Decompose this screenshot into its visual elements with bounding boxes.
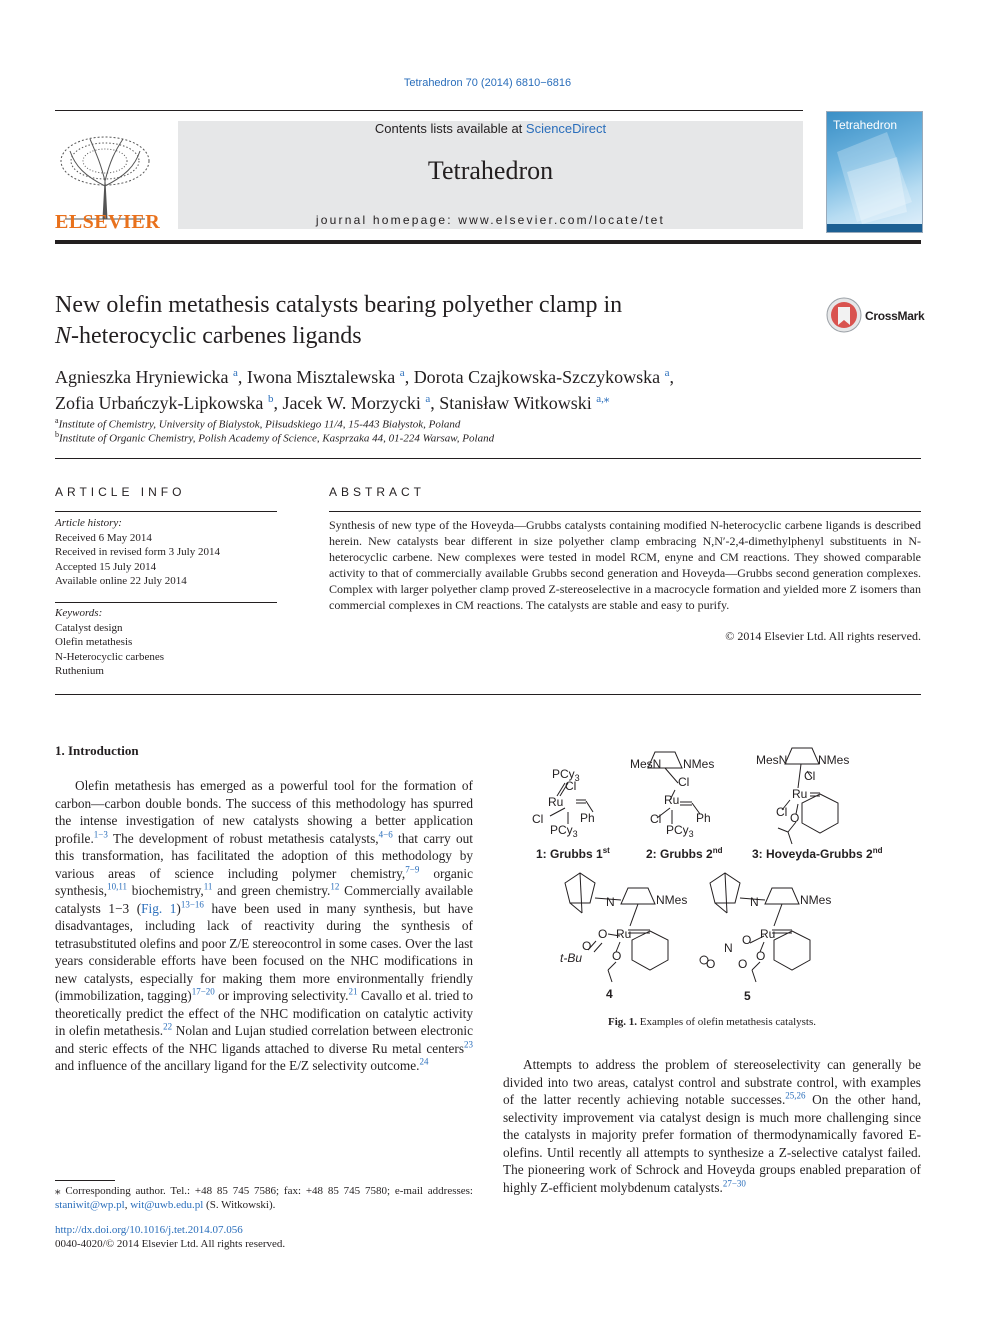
author: Dorota Czajkowska-Szczykowska $^a$, [413,367,675,387]
keyword-item: Catalyst design [55,621,123,634]
citation-ref[interactable]: 21 [348,986,358,997]
compound-2-label: 2: Grubbs 2nd [646,846,723,861]
header-rule [55,110,803,111]
crossmark-label[interactable]: CrossMark [865,309,925,323]
svg-text:O: O [706,957,716,971]
author: Stanisław Witkowski $^{a,⁎}$ [439,393,610,413]
title-line-2: -heterocyclic carbenes ligands [71,323,362,349]
corresponding-author-footnote: ⁎ Corresponding author. Tel.: +48 85 745 7586; fax: +48 85 745 7580; e-mail addresses: staniwit@wp.pl, wit@uwb.edu.pl (S. Witkowski). [55,1185,473,1211]
journal-name: Tetrahedron [427,156,554,185]
citation-ref[interactable]: 12 [330,881,340,892]
citation-ref[interactable]: 22 [163,1021,173,1032]
abstract-text: Synthesis of new type of the Hoveyda—Grubbs catalysts containing modified N-heterocyclic carbene ligands is described herein. New catalysts bear different in size polyether clamp embracing N,N′-2,4-dimethylphenyl substituents in N-heterocyclic carbene. New complexes were tested in model RCM, enyne and CM reactions. They showed comparable activity to that of commercially available Grubbs second generation and Hoveyda—Grubbs second generation complexes. Complex with larger polyether clamp proved Z-stereoselective in a macrocycle formation and yielded more Z isomers than commercial complexes in CM reactions. The catalysts are stable and easy to purify. [329,518,921,612]
svg-text:NMes: NMes [800,893,832,907]
elsevier-wordmark: ELSEVIER [55,211,161,233]
contents-prefix: Contents lists available at [374,121,526,136]
citation-ref[interactable]: 11 [203,881,213,892]
svg-text:Ph: Ph [580,811,595,825]
caption-label: Fig. 1. [607,1016,637,1028]
svg-text:Ru: Ru [664,793,680,807]
author: Jacek W. Morzycki $^a$, [282,393,440,413]
citation-ref[interactable]: 7−9 [405,864,420,875]
introduction-heading: 1. Introduction [55,743,139,758]
compound-5-label: 5 [744,989,751,1003]
cover-title: Tetrahedron [833,118,898,132]
affiliation-b: $^b$Institute of Organic Chemistry, Polish Academy of Science, Kasprzaka 44, 01-224 Warsaw, Poland [55,430,495,445]
keywords-label: Keywords: [55,607,103,619]
article-title [55,290,775,352]
footnote-rule [55,1180,115,1181]
keyword-item: Olefin metathesis [55,636,133,648]
compound-3-label: 3: Hoveyda-Grubbs 2nd [752,846,883,861]
svg-text:Cl: Cl [565,779,577,793]
author-affiliation-mark[interactable]: a [232,367,238,379]
author: Zofia Urbańczyk-Lipkowska $^b$, [55,393,283,413]
citation-ref[interactable]: 24 [419,1056,429,1067]
author-affiliation-mark[interactable]: a [425,393,431,405]
history-item: Available online 22 July 2014 [55,575,187,587]
keywords [55,606,277,679]
svg-text:Cl: Cl [804,769,816,783]
doi-link[interactable]: http://dx.doi.org/10.1016/j.tet.2014.07.056 [55,1224,243,1236]
compound-4-label: 4 [606,987,613,1001]
svg-text:Ru: Ru [760,927,776,941]
svg-text:O: O [738,957,748,971]
homepage-prefix: journal homepage: [315,213,459,227]
citation-ref[interactable]: 4−6 [378,829,393,840]
figure-ref-link[interactable]: Fig. 1 [141,900,177,916]
svg-text:O: O [598,927,608,941]
citation-ref[interactable]: 25,26 [785,1090,806,1101]
journal-homepage [178,213,803,227]
email-link[interactable]: wit@uwb.edu.pl [130,1199,204,1211]
svg-text:O: O [582,939,592,953]
author-affiliation-mark[interactable]: a [399,367,405,379]
svg-text:O: O [790,811,800,825]
figure-1-catalyst-structures [520,738,920,1010]
divider [55,602,277,603]
svg-text:t-Bu: t-Bu [560,951,583,965]
history-label: Article history: [55,517,122,529]
svg-text:N: N [724,941,733,955]
svg-text:MesN: MesN [756,753,788,767]
svg-text:O: O [612,949,622,963]
divider [55,694,921,695]
issn-line: 0040-4020/© 2014 Elsevier Ltd. All rights reserved. [55,1238,286,1250]
contents-line [178,121,803,136]
author: Iwona Misztalewska $^a$, [246,367,414,387]
svg-text:Ru: Ru [616,927,632,941]
email-link[interactable]: staniwit@wp.pl [55,1199,125,1211]
header-thick-rule [55,240,921,244]
author: Agnieszka Hryniewicka $^a$, [55,367,247,387]
journal-citation[interactable]: Tetrahedron 70 (2014) 6810−6816 [403,77,572,89]
svg-text:O: O [742,933,752,947]
divider [55,511,277,512]
svg-text:Cl: Cl [532,812,544,826]
svg-text:Cl: Cl [650,812,662,826]
svg-text:N: N [750,895,759,909]
keyword-item: N-Heterocyclic carbenes [55,650,165,663]
figure-1-caption [503,1016,921,1028]
svg-text:Ru: Ru [792,787,808,801]
svg-text:PCy3: PCy$_3$ [550,823,578,839]
abstract-copyright: © 2014 Elsevier Ltd. All rights reserved. [725,629,921,643]
svg-text:MesN: MesN [630,757,662,771]
history-item: Received in revised form 3 July 2014 [55,546,220,558]
citation-ref[interactable]: 13−16 [180,899,204,910]
intro-paragraph-2: Attempts to address the problem of stereoselectivity can generally be divided into two areas, catalyst control and substrate control, with examples of the latter recently achieving notable successes.$^{25,26}$ On the other hand, selectivity improvement via catalyst design is much more challenging since the catalysts in majority prefer formation of thermodynamically favored E-olefins. Until recently all attempts to synthesize a Z-selective catalyst failed. The pioneering work of Schrock and Hoveyda groups enabled preparation of highly Z-efficient molybdenum catalysts.$^{27-30}$ [503,1057,921,1195]
citation-ref[interactable]: 27−30 [722,1178,746,1189]
divider [55,458,921,459]
svg-text:NMes: NMes [656,893,688,907]
divider [329,511,921,512]
svg-text:NMes: NMes [818,753,850,767]
intro-paragraph: Olefin metathesis has emerged as a powerful tool for the formation of carbon—carbon double bonds. The success of this methodology has spurred the intense investigation of new catalysts showing a better application profile.$^{1-3}$ The development of robust metathesis catalysts,$^{4-6}$ that carry out this transformation, has facilitated the adoption of this methodology by various areas of science including polymer chemistry,$^{7-9}$ organic synthesis,$^{10,11}$ biochemistry,$^{11}$ and green chemistry.$^{12}$ Commercially available catalysts 1−3 (Fig. 1)$^{13-16}$ have been used in many synthesis, but have disadvantages, including lack of reactivity during the synthesis of tetrasubstituted olefins and poor Z/E stereocontrol in some cases. Over the last years considerable efforts have been focused on the NHC modifications in new catalysts, especially for making them more environmentally friendly (immobilization, tagging)$^{17-20}$ or improving selectivity.$^{21}$ Cavallo et al. tried to theoretically predict the effect of the NHC modification on catalytic activity in olefin metathesis.$^{22}$ Nolan and Lujan studied correlation between electronic and steric effects of the NHC ligands attached to diverse Ru metal centers$^{23}$ and influence of the ancillary ligand for the E/Z selectivity outcome.$^{24}$ [55,778,474,1073]
title-line-1: New olefin metathesis catalysts bearing polyether clamp in [55,292,623,318]
citation-ref[interactable]: 1−3 [93,829,108,840]
article-info-heading: ARTICLE INFO [55,485,186,499]
crossmark-icon[interactable] [826,297,862,333]
svg-text:PCy3: PCy$_3$ [666,823,694,839]
citation-ref[interactable]: 17−20 [191,986,215,997]
svg-text:PCy3: PCy$_3$ [552,767,580,783]
svg-text:Ph: Ph [696,811,711,825]
author-affiliation-mark[interactable]: a,⁎ [596,393,610,405]
homepage-url[interactable]: www.elsevier.com/locate/tet [458,213,666,227]
keyword-item: Ruthenium [55,665,104,677]
citation-ref[interactable]: 23 [464,1039,473,1050]
history-item: Accepted 15 July 2014 [55,560,157,573]
author-list [55,362,921,414]
article-history [55,516,277,589]
svg-text:Cl: Cl [678,775,690,789]
history-item: Received 6 May 2014 [55,531,152,544]
svg-text:N: N [606,895,615,909]
abstract-heading: ABSTRACT [329,485,426,499]
sciencedirect-link[interactable]: ScienceDirect [525,121,607,136]
title-italic-n: N [55,323,72,349]
svg-text:NMes: NMes [683,757,715,771]
svg-text:O: O [756,949,766,963]
author-affiliation-mark[interactable]: b [267,393,274,405]
affiliation-a: $^a$Institute of Chemistry, University of Bialystok, Piłsudskiego 11/4, 15-443 Białystok, Poland [55,416,461,431]
compound-1-label: 1: Grubbs 1st [536,846,610,861]
citation-ref[interactable]: 10,11 [107,881,128,892]
svg-text:Cl: Cl [776,805,788,819]
svg-text:Ru: Ru [548,795,564,809]
caption-text: Examples of olefin metathesis catalysts. [639,1016,817,1028]
author-affiliation-mark[interactable]: a [664,367,670,379]
